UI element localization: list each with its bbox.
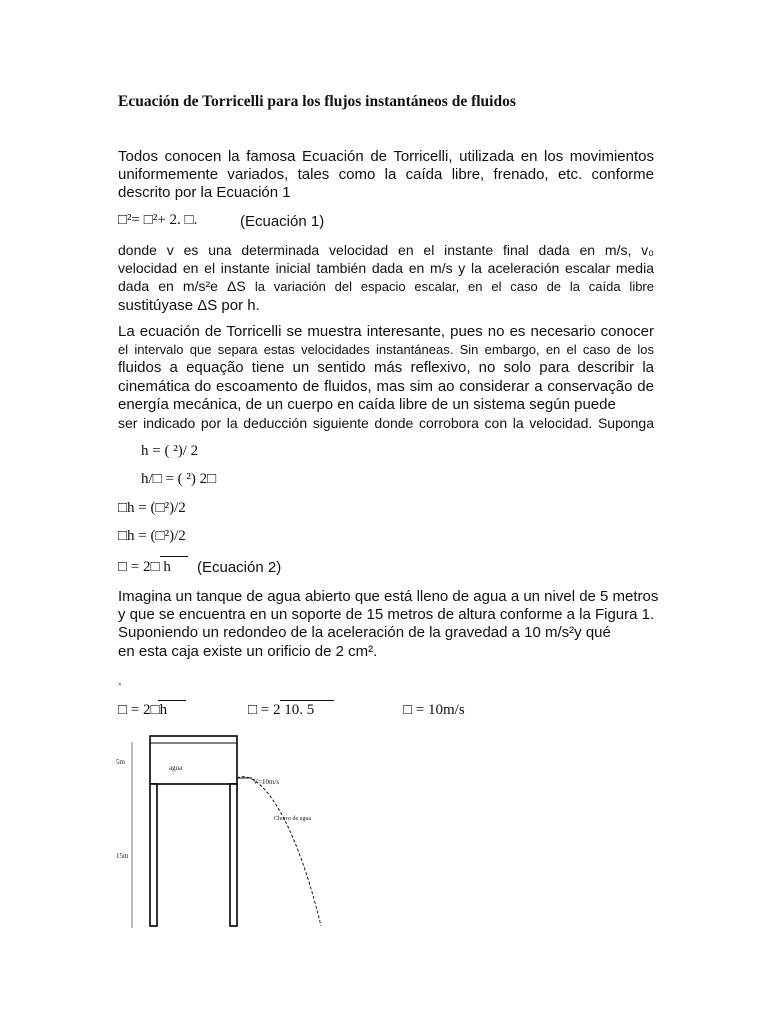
figure-tank-diagram <box>110 728 360 934</box>
text-line: uniformemente variados, tales como la caída libre, frenado, etc. conforme <box>118 166 654 184</box>
derivation-step-2: h/□ = ( ²) 2□ <box>141 471 217 487</box>
derivation-step-3: □h = (□²)/2 <box>118 500 186 516</box>
text-line <box>118 277 654 296</box>
text-line: sustitúyase ΔS por h. <box>118 296 260 314</box>
equation-1-formula: □²= □²+ 2. □. <box>118 212 198 228</box>
text-line: y que se encuentra en un soporte de 15 metros de altura conforme a la Figura 1. <box>118 606 655 624</box>
text-line: descrito por la Ecuación 1 <box>118 184 291 202</box>
text-line: cinemática do escoamento de fluidos, mas sim ao considerar a conservação de <box>118 377 654 395</box>
water-jet-curve <box>237 777 321 926</box>
calc-result: □ = 10m/s <box>403 702 465 718</box>
text-line: fluidos a equação tiene un sentido más reflexivo, no solo para describir la <box>118 359 654 377</box>
label-15m: 15m <box>116 852 129 860</box>
calc-step-2: □ = 2 10. 5 <box>248 702 315 718</box>
label-water-jet: Chorro de agua <box>274 816 311 822</box>
derivation-step-1: h = ( ²)/ 2 <box>141 443 199 459</box>
text-line: energía mecánica, de un cuerpo en caída libre de un sistema según puede <box>118 395 616 413</box>
text-segment: dada en m/s²e ΔS <box>118 278 246 295</box>
label-agua: agua <box>169 764 183 772</box>
paragraph-variables <box>118 241 654 315</box>
document-title: Ecuación de Torricelli para los flujos instantáneos de fluidos <box>118 93 516 110</box>
paragraph-problem <box>118 588 659 661</box>
derivation-step-5: □ = 2□ h <box>118 559 171 575</box>
calc-step-1: □ = 2□h <box>118 702 168 718</box>
text-line: el intervalo que separa estas velocidades instantáneas. Sin embargo, en el caso de los <box>118 342 654 358</box>
sqrt-bar <box>160 556 188 557</box>
sqrt-bar <box>280 700 334 701</box>
equation-1-label: (Ecuación 1) <box>240 213 325 230</box>
text-line: Todos conocen la famosa Ecuación de Torricelli, utilizada en los movimientos <box>118 148 654 165</box>
text-line: Suponiendo un redondeo de la aceleración de la gravedad a 10 m/s²y qué <box>118 624 611 642</box>
text-line: Imagina un tanque de agua abierto que está lleno de agua a un nivel de 5 metros <box>118 588 659 605</box>
tank-support-left <box>150 784 157 926</box>
text-line: La ecuación de Torricelli se muestra interesante, pues no es necesario conocer <box>118 323 654 340</box>
text-line: ser indicado por la deducción siguiente donde corrobora con la velocidad. Suponga <box>118 415 654 432</box>
paragraph-intro <box>118 148 654 203</box>
stray-dot: . <box>118 672 122 688</box>
text-line: en esta caja existe un orificio de 2 cm². <box>118 642 378 660</box>
text-line: velocidad en el instante inicial también dada en m/s y la aceleración escalar media <box>118 260 654 277</box>
equation-2-label: (Ecuación 2) <box>197 559 282 576</box>
sqrt-bar <box>158 700 186 701</box>
derivation-step-4: □h = (□²)/2 <box>118 528 186 544</box>
tank-support-right <box>230 784 237 926</box>
label-velocity: V=10m/s <box>253 778 280 786</box>
paragraph-torricelli <box>118 323 654 432</box>
label-5m: 5m <box>116 758 125 766</box>
text-line: donde v es una determinada velocidad en el instante final dada en m/s, v₀ <box>118 242 654 258</box>
text-segment: la variación del espacio escalar, en el caso de la caída libre <box>254 279 654 295</box>
